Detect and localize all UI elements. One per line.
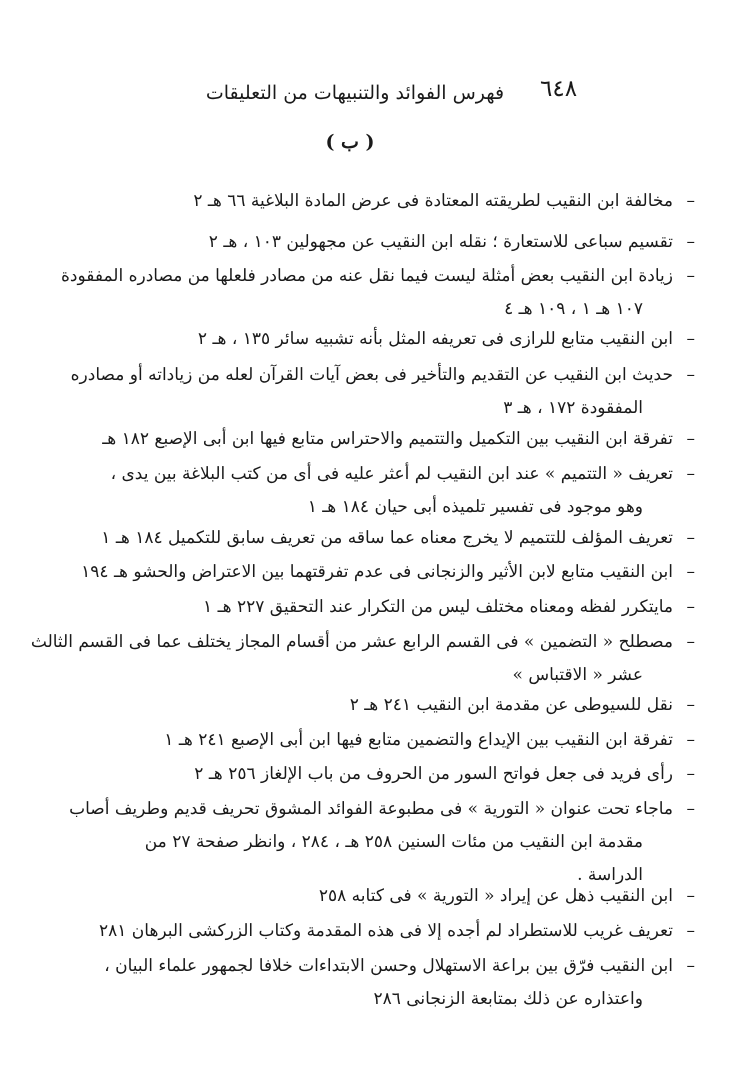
entry-line: ١٠٧ هـ ١ ، ١٠٩ هـ ٤ <box>504 299 643 319</box>
entry-dash: – <box>686 329 695 349</box>
index-entry <box>108 758 695 791</box>
running-title: فهرس الفوائد والتنبيهات من التعليقات <box>205 82 505 104</box>
entry-dash: – <box>686 632 695 652</box>
entry-line: وهو موجود فى تفسير تلميذه أبى حيان ١٨٤ هـ ١ <box>307 497 643 517</box>
entry-dash: – <box>686 266 695 286</box>
section-heading: ( ب ) <box>325 131 375 153</box>
entry-line: مصطلح « التضمين » فى القسم الرابع عشر من أقسام المجاز يختلف عما فى القسم الثالث <box>30 632 673 652</box>
index-entry <box>108 323 695 356</box>
index-entry <box>108 458 695 524</box>
entry-dash: – <box>686 528 695 548</box>
index-entry <box>102 423 695 456</box>
entry-dash: – <box>686 464 695 484</box>
entry-line: ابن النقيب متابع للرازى فى تعريفه المثل بأنه تشبيه سائر ١٣٥ ، هـ ٢ <box>197 329 673 349</box>
entry-dash: – <box>686 365 695 385</box>
entry-dash: – <box>686 429 695 449</box>
entry-line: تفرقة ابن النقيب بين التكميل والتتميم والاحتراس متابع فيها ابن أبى الإصبع ١٨٢ هـ <box>102 429 673 449</box>
index-entry <box>81 556 695 589</box>
entry-line: تعريف المؤلف للتتميم لا يخرج معناه عما ساقه من تعريف سابق للتكميل ١٨٤ هـ ١ <box>101 528 673 548</box>
index-entry <box>101 522 695 555</box>
entry-dash: – <box>686 562 695 582</box>
entry-line: زيادة ابن النقيب بعض أمثلة ليست فيما نقل عنه من مصادر فلعلها من مصادره المفقودة <box>61 266 673 286</box>
entry-dash: – <box>686 956 695 976</box>
entry-dash: – <box>686 232 695 252</box>
index-entry <box>108 880 695 913</box>
index-entry <box>61 260 695 326</box>
entry-line: مخالفة ابن النقيب لطريقته المعتادة فى عرض المادة البلاغية ٦٦ هـ ٢ <box>193 191 673 211</box>
index-entry <box>69 793 695 892</box>
entry-line: ابن النقيب ذهل عن إيراد « التورية » فى كتابه ٢٥٨ <box>318 886 673 906</box>
entry-line: المفقودة ١٧٢ ، هـ ٣ <box>503 398 643 418</box>
entry-dash: – <box>686 191 695 211</box>
entry-line: تفرقة ابن النقيب بين الإيداع والتضمين متابع فيها ابن أبى الإصبع ٢٤١ هـ ١ <box>164 730 673 750</box>
index-entry <box>104 950 695 1016</box>
index-entry <box>98 915 695 948</box>
entry-dash: – <box>686 730 695 750</box>
entry-line: الدراسة . <box>577 865 643 885</box>
index-entry <box>70 359 695 425</box>
index-entry <box>108 724 695 757</box>
entry-dash: – <box>686 597 695 617</box>
entry-line: تعريف « التتميم » عند ابن النقيب لم أعثر عليه فى أى من كتب البلاغة بين يدى ، <box>110 464 673 484</box>
entry-dash: – <box>686 886 695 906</box>
entry-line: تعريف غريب للاستطراد لم أجده إلا فى هذه المقدمة وكتاب الزركشى البرهان ٢٨١ <box>98 921 673 941</box>
entry-line: حديث ابن النقيب عن التقديم والتأخير فى بعض آيات القرآن لعله من زياداته أو مصادره <box>70 365 673 385</box>
index-entry <box>108 689 695 722</box>
entry-line: رأى فريد فى جعل فواتح السور من الحروف من باب الإلغاز ٢٥٦ هـ ٢ <box>194 764 673 784</box>
entry-line: ابن النقيب متابع لابن الأثير والزنجانى فى عدم تفرقتهما بين الاعتراض والحشو هـ ١٩٤ <box>81 562 673 582</box>
page-number: ٦٤٨ <box>540 76 578 102</box>
entry-dash: – <box>686 695 695 715</box>
entry-line: عشر « الاقتباس » <box>512 665 643 685</box>
index-entry <box>108 226 695 259</box>
index-entry <box>108 185 695 218</box>
entry-line: مايتكرر لفظه ومعناه مختلف ليس من التكرار عند التحقيق ٢٢٧ هـ ١ <box>203 597 673 617</box>
entry-line: ابن النقيب فرّق بين براعة الاستهلال وحسن الابتداءات خلافا لجمهور علماء البيان ، <box>104 956 673 976</box>
entry-dash: – <box>686 799 695 819</box>
entry-line: مقدمة ابن النقيب من مئات السنين ٢٥٨ هـ ، ٢٨٤ ، وانظر صفحة ٢٧ من <box>144 832 643 852</box>
entry-line: ماجاء تحت عنوان « التورية » فى مطبوعة الفوائد المشوق تحريف قديم وطريف أصاب <box>69 799 673 819</box>
index-entry <box>108 591 695 624</box>
entry-line: نقل للسيوطى عن مقدمة ابن النقيب ٢٤١ هـ ٢ <box>349 695 673 715</box>
entry-line: واعتذاره عن ذلك بمتابعة الزنجانى ٢٨٦ <box>373 989 643 1009</box>
entry-dash: – <box>686 921 695 941</box>
entry-line: تقسيم سباعى للاستعارة ؛ نقله ابن النقيب عن مجهولين ١٠٣ ، هـ ٢ <box>208 232 673 252</box>
index-entry <box>30 626 695 692</box>
entry-dash: – <box>686 764 695 784</box>
